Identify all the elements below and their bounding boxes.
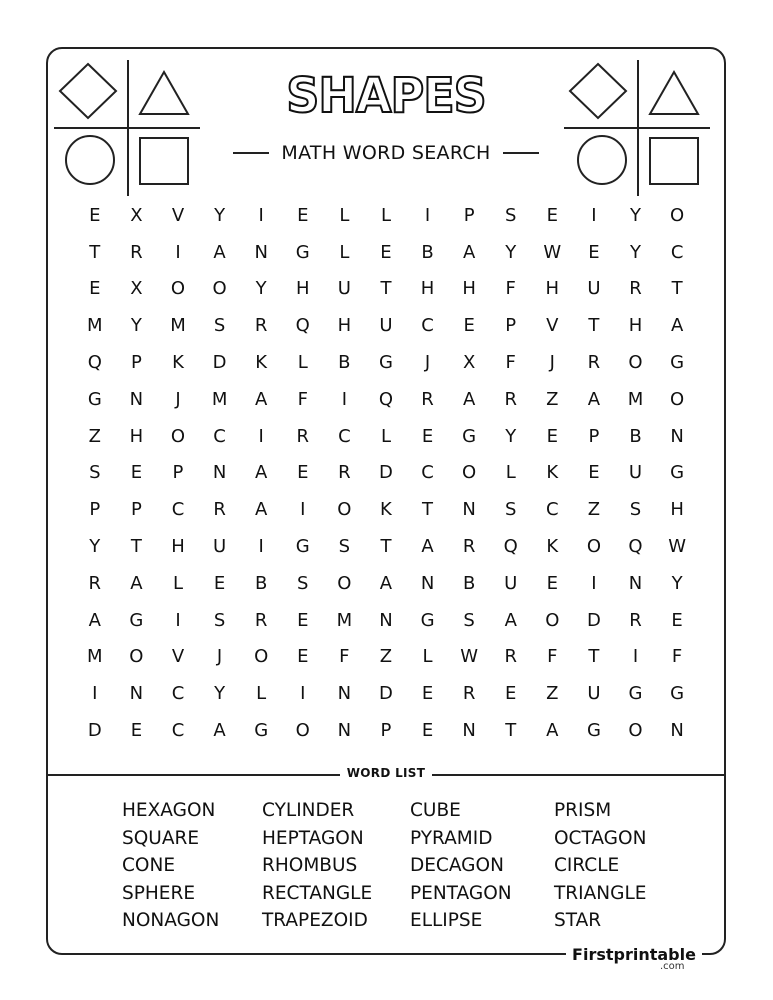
grid-letter[interactable]: N <box>337 720 352 742</box>
grid-letter[interactable]: A <box>421 536 434 558</box>
grid-letter[interactable]: A <box>255 499 268 521</box>
grid-letter[interactable]: T <box>380 536 392 558</box>
grid-letter[interactable]: Y <box>214 683 226 705</box>
grid-letter[interactable]: R <box>254 315 268 337</box>
grid-letter[interactable]: A <box>504 609 517 631</box>
grid-letter[interactable]: E <box>546 204 559 226</box>
grid-letter[interactable]: X <box>130 204 143 226</box>
grid-letter[interactable]: E <box>213 572 226 594</box>
grid-letter[interactable]: F <box>297 388 308 410</box>
grid-letter[interactable]: K <box>380 499 392 521</box>
grid-letter[interactable]: J <box>216 646 223 668</box>
grid-letter[interactable]: O <box>295 720 310 742</box>
grid-letter[interactable]: A <box>462 388 476 410</box>
triangle-icon <box>140 72 188 114</box>
grid-letter[interactable]: R <box>587 352 601 374</box>
square-icon <box>650 138 698 184</box>
grid-letter[interactable]: F <box>339 646 350 668</box>
grid-letter[interactable]: H <box>295 278 310 300</box>
grid-letter[interactable]: R <box>338 462 351 484</box>
grid-letter[interactable]: H <box>171 536 185 558</box>
grid-letter[interactable]: H <box>462 278 476 300</box>
word-list-item: CIRCLE <box>554 855 620 876</box>
grid-letter[interactable]: M <box>87 646 103 668</box>
grid-letter[interactable]: J <box>549 352 555 374</box>
grid-letter[interactable]: R <box>504 388 517 410</box>
grid-letter[interactable]: J <box>175 388 181 410</box>
grid-letter[interactable]: I <box>258 536 264 558</box>
grid-letter[interactable]: T <box>380 278 392 300</box>
word-list-item: OCTAGON <box>554 827 647 849</box>
grid-letter[interactable]: O <box>170 425 186 447</box>
grid-letter[interactable]: Q <box>503 536 518 558</box>
grid-letter[interactable]: O <box>212 278 227 300</box>
grid-letter[interactable]: R <box>421 388 434 410</box>
grid-letter[interactable]: A <box>255 462 268 484</box>
grid-letter[interactable]: X <box>130 278 143 300</box>
grid-letter[interactable]: T <box>588 315 600 337</box>
grid-letter[interactable]: S <box>89 462 101 484</box>
grid-letter[interactable]: E <box>380 241 392 263</box>
word-list-item: SQUARE <box>122 827 200 849</box>
grid-letter[interactable]: P <box>588 425 600 447</box>
grid-letter[interactable]: Y <box>630 204 642 226</box>
grid-letter[interactable]: S <box>213 315 226 337</box>
grid-letter[interactable]: V <box>171 646 185 668</box>
grid-letter[interactable]: S <box>338 536 351 558</box>
grid-letter[interactable]: A <box>379 572 393 594</box>
grid-letter[interactable]: G <box>462 425 477 447</box>
grid-row <box>74 602 698 639</box>
grid-letter[interactable]: C <box>171 683 185 705</box>
grid-letter[interactable]: R <box>296 425 310 447</box>
grid-letter[interactable]: Y <box>130 315 142 337</box>
grid-letter[interactable]: O <box>545 609 560 631</box>
grid-letter[interactable]: S <box>629 499 642 521</box>
grid-letter[interactable]: O <box>337 572 352 594</box>
page-title: SHAPES <box>286 66 486 124</box>
grid-row <box>74 344 698 381</box>
grid-letter[interactable]: K <box>172 352 184 374</box>
grid-letter[interactable]: E <box>297 204 309 226</box>
grid-letter[interactable]: Y <box>630 241 642 263</box>
grid-letter[interactable]: B <box>462 572 476 594</box>
letter-grid <box>74 197 698 747</box>
grid-letter[interactable]: Z <box>546 683 559 705</box>
grid-letter[interactable]: E <box>89 204 101 226</box>
grid-row <box>74 307 698 344</box>
grid-letter[interactable]: O <box>670 388 685 410</box>
grid-letter[interactable]: E <box>421 720 434 742</box>
grid-letter[interactable]: O <box>129 646 144 668</box>
brand-logo: Firstprintable <box>566 945 702 964</box>
grid-letter[interactable]: G <box>420 609 435 631</box>
grid-letter[interactable]: L <box>339 241 350 263</box>
word-list-label: WORD LIST <box>346 766 426 780</box>
grid-letter[interactable]: K <box>546 462 559 484</box>
grid-letter[interactable]: C <box>421 462 434 484</box>
square-icon <box>140 138 188 184</box>
grid-letter[interactable]: N <box>628 572 643 594</box>
subtitle-line-right <box>503 152 539 154</box>
shapes-decoration-left <box>52 58 202 198</box>
grid-letter[interactable]: N <box>212 462 227 484</box>
grid-letter[interactable]: R <box>462 683 476 705</box>
grid-letter[interactable]: O <box>670 204 685 226</box>
grid-letter[interactable]: G <box>378 352 393 374</box>
grid-letter[interactable]: E <box>588 241 600 263</box>
grid-letter[interactable]: U <box>504 572 518 594</box>
grid-row <box>74 234 698 271</box>
diamond-icon <box>570 64 626 118</box>
grid-letter[interactable]: R <box>88 572 102 594</box>
grid-letter[interactable]: E <box>546 572 559 594</box>
grid-letter[interactable]: L <box>339 204 350 226</box>
grid-letter[interactable]: O <box>254 646 269 668</box>
grid-letter[interactable]: I <box>341 388 348 410</box>
grid-letter[interactable]: R <box>213 499 226 521</box>
page-subtitle: MATH WORD SEARCH <box>281 142 491 164</box>
grid-letter[interactable]: C <box>421 315 434 337</box>
grid-letter[interactable]: O <box>337 499 352 521</box>
grid-letter[interactable]: T <box>89 241 101 263</box>
grid-letter[interactable]: Y <box>89 536 101 558</box>
grid-letter[interactable]: F <box>671 646 683 668</box>
grid-letter[interactable]: L <box>380 425 391 447</box>
grid-letter[interactable]: I <box>258 425 264 447</box>
grid-letter[interactable]: T <box>130 536 142 558</box>
grid-letter[interactable]: Y <box>671 572 683 594</box>
grid-letter[interactable]: Y <box>255 278 267 300</box>
grid-letter[interactable]: E <box>463 315 475 337</box>
grid-letter[interactable]: E <box>588 462 600 484</box>
grid-letter[interactable]: Z <box>587 499 601 521</box>
word-list-item: PENTAGON <box>410 882 512 904</box>
grid-letter[interactable]: E <box>89 278 101 300</box>
grid-letter[interactable]: O <box>586 536 601 558</box>
grid-letter[interactable]: R <box>254 609 268 631</box>
grid-letter[interactable]: A <box>255 388 268 410</box>
grid-letter[interactable]: N <box>670 720 684 742</box>
grid-letter[interactable]: E <box>297 646 309 668</box>
grid-letter[interactable]: I <box>175 241 181 263</box>
word-list-item: NONAGON <box>122 910 220 931</box>
grid-letter[interactable]: A <box>213 720 226 742</box>
grid-letter[interactable]: R <box>504 646 517 668</box>
grid-letter[interactable]: X <box>462 352 476 374</box>
word-list-item: PRISM <box>554 800 612 821</box>
grid-letter[interactable]: I <box>632 646 639 668</box>
grid-row <box>74 197 698 234</box>
grid-letter[interactable]: K <box>255 352 268 374</box>
grid-letter[interactable]: K <box>546 536 559 558</box>
grid-letter[interactable]: H <box>337 315 352 337</box>
grid-letter[interactable]: H <box>545 278 560 300</box>
grid-letter[interactable]: L <box>505 462 516 484</box>
grid-letter[interactable]: N <box>129 388 144 410</box>
word-list-column <box>410 797 512 935</box>
grid-letter[interactable]: S <box>213 609 226 631</box>
grid-letter[interactable]: N <box>462 499 476 521</box>
grid-letter[interactable]: D <box>212 352 227 374</box>
grid-letter[interactable]: E <box>421 425 434 447</box>
grid-letter[interactable]: H <box>129 425 144 447</box>
word-list-item: CONE <box>122 855 176 876</box>
grid-letter[interactable]: U <box>628 462 643 484</box>
grid-letter[interactable]: I <box>175 609 181 631</box>
grid-letter[interactable]: A <box>462 241 476 263</box>
grid-letter[interactable]: O <box>462 462 477 484</box>
grid-letter[interactable]: P <box>172 462 184 484</box>
grid-letter[interactable]: P <box>380 720 392 742</box>
grid-letter[interactable]: C <box>213 425 226 447</box>
word-list-column <box>262 797 372 935</box>
grid-letter[interactable]: E <box>297 609 309 631</box>
grid-letter[interactable]: H <box>420 278 435 300</box>
grid-letter[interactable]: P <box>505 315 517 337</box>
grid-letter[interactable]: H <box>628 315 643 337</box>
grid-letter[interactable]: M <box>87 315 103 337</box>
grid-letter[interactable]: T <box>505 720 517 742</box>
word-list-item: PYRAMID <box>410 827 493 849</box>
grid-letter[interactable]: S <box>505 499 517 521</box>
grid-letter[interactable]: Q <box>295 315 310 337</box>
word-list-divider-left <box>46 774 340 776</box>
grid-row <box>74 491 698 528</box>
grid-letter[interactable]: M <box>627 388 644 410</box>
grid-letter[interactable]: Q <box>378 388 394 410</box>
grid-letter[interactable]: G <box>129 609 144 631</box>
grid-letter[interactable]: E <box>671 609 683 631</box>
grid-row <box>74 528 698 565</box>
grid-letter[interactable]: E <box>297 462 309 484</box>
grid-letter[interactable]: Z <box>546 388 559 410</box>
grid-letter[interactable]: A <box>670 315 684 337</box>
grid-letter[interactable]: Q <box>628 536 643 558</box>
grid-letter[interactable]: D <box>379 683 393 705</box>
grid-letter[interactable]: D <box>87 720 102 742</box>
word-list-item: TRIANGLE <box>554 882 647 904</box>
grid-letter[interactable]: I <box>300 683 306 705</box>
grid-letter[interactable]: G <box>628 683 643 705</box>
grid-letter[interactable]: C <box>546 499 559 521</box>
grid-row <box>74 418 698 455</box>
shapes-decoration-right <box>562 58 712 198</box>
grid-row <box>74 675 698 712</box>
grid-letter[interactable]: C <box>338 425 351 447</box>
grid-letter[interactable]: V <box>546 315 559 337</box>
grid-letter[interactable]: Y <box>214 204 226 226</box>
grid-letter[interactable]: C <box>171 499 185 521</box>
subtitle-row <box>218 140 554 166</box>
grid-letter[interactable]: R <box>462 536 476 558</box>
word-list-item: STAR <box>554 910 602 931</box>
word-list-item: ELLIPSE <box>410 910 483 931</box>
grid-letter[interactable]: I <box>591 204 597 226</box>
grid-letter[interactable]: B <box>629 425 642 447</box>
grid-letter[interactable]: G <box>670 352 685 374</box>
word-list-item: RHOMBUS <box>262 855 358 876</box>
grid-letter[interactable]: G <box>670 462 685 484</box>
grid-letter[interactable]: T <box>422 499 434 521</box>
word-list-column <box>554 797 646 935</box>
grid-letter[interactable]: O <box>628 352 643 374</box>
grid-letter[interactable]: B <box>421 241 434 263</box>
grid-letter[interactable]: R <box>629 609 642 631</box>
word-list-divider-right <box>432 774 726 776</box>
grid-letter[interactable]: U <box>587 683 601 705</box>
grid-letter[interactable]: E <box>130 462 143 484</box>
triangle-icon <box>650 72 698 114</box>
grid-letter[interactable]: G <box>586 720 601 742</box>
grid-letter[interactable]: Y <box>505 425 517 447</box>
word-list-item: CUBE <box>410 800 461 821</box>
grid-letter[interactable]: S <box>505 204 517 226</box>
subtitle-line-left <box>233 152 269 154</box>
grid-letter[interactable]: G <box>87 388 102 410</box>
grid-letter[interactable]: G <box>254 720 269 742</box>
grid-letter[interactable]: P <box>130 499 142 521</box>
grid-letter[interactable]: U <box>587 278 601 300</box>
grid-letter[interactable]: U <box>337 278 351 300</box>
grid-row <box>74 639 698 676</box>
grid-letter[interactable]: A <box>213 241 226 263</box>
grid-letter[interactable]: G <box>295 241 310 263</box>
grid-letter[interactable]: S <box>463 609 475 631</box>
word-list-item: SPHERE <box>122 882 196 904</box>
grid-letter[interactable]: D <box>379 462 393 484</box>
grid-letter[interactable]: I <box>300 499 306 521</box>
grid-letter[interactable]: N <box>420 572 435 594</box>
grid-letter[interactable]: E <box>505 683 517 705</box>
grid-row <box>74 455 698 492</box>
grid-letter[interactable]: N <box>129 683 144 705</box>
diamond-icon <box>60 64 116 118</box>
word-list-item: DECAGON <box>410 855 504 876</box>
grid-letter[interactable]: E <box>546 425 559 447</box>
grid-letter[interactable]: P <box>130 352 142 374</box>
grid-letter[interactable]: L <box>256 683 267 705</box>
grid-letter[interactable]: E <box>130 720 143 742</box>
word-list-item: TRAPEZOID <box>262 910 368 931</box>
grid-letter[interactable]: T <box>588 646 600 668</box>
grid-letter[interactable]: P <box>463 204 475 226</box>
grid-letter[interactable]: F <box>505 352 516 374</box>
word-list-item: HEPTAGON <box>262 827 364 849</box>
grid-letter[interactable]: T <box>671 278 683 300</box>
word-list-item: HEXAGON <box>122 800 216 821</box>
grid-letter[interactable]: W <box>543 241 562 263</box>
grid-row <box>74 271 698 308</box>
grid-letter[interactable]: M <box>336 609 353 631</box>
grid-letter[interactable]: L <box>380 204 391 226</box>
grid-letter[interactable]: A <box>130 572 143 594</box>
grid-letter[interactable]: I <box>92 683 98 705</box>
grid-letter[interactable]: Y <box>505 241 517 263</box>
grid-letter[interactable]: U <box>379 315 393 337</box>
grid-letter[interactable]: U <box>212 536 227 558</box>
grid-letter[interactable]: O <box>628 720 643 742</box>
grid-letter[interactable]: N <box>337 683 352 705</box>
grid-letter[interactable]: M <box>170 315 186 337</box>
brand-suffix: .com <box>660 961 685 972</box>
grid-letter[interactable]: A <box>587 388 601 410</box>
grid-letter[interactable]: Q <box>87 352 102 374</box>
grid-letter[interactable]: Z <box>88 425 101 447</box>
grid-letter[interactable]: C <box>171 720 185 742</box>
grid-letter[interactable]: G <box>670 683 685 705</box>
grid-letter[interactable]: W <box>668 536 687 558</box>
circle-icon <box>66 136 114 184</box>
grid-letter[interactable]: L <box>172 572 183 594</box>
grid-letter[interactable]: H <box>670 499 684 521</box>
grid-letter[interactable]: E <box>421 683 434 705</box>
grid-letter[interactable]: N <box>462 720 476 742</box>
grid-letter[interactable]: G <box>295 536 310 558</box>
grid-letter[interactable]: B <box>338 352 351 374</box>
grid-row <box>74 565 698 602</box>
grid-letter[interactable]: N <box>379 609 393 631</box>
grid-letter[interactable]: L <box>297 352 308 374</box>
grid-row <box>74 712 698 749</box>
grid-letter[interactable]: I <box>591 572 597 594</box>
grid-letter[interactable]: O <box>170 278 186 300</box>
word-list-item: RECTANGLE <box>262 882 373 904</box>
grid-letter[interactable]: F <box>505 278 516 300</box>
grid-letter[interactable]: V <box>171 204 185 226</box>
grid-letter[interactable]: S <box>297 572 309 594</box>
grid-letter[interactable]: C <box>670 241 684 263</box>
grid-letter[interactable]: L <box>422 646 433 668</box>
grid-letter[interactable]: M <box>211 388 228 410</box>
grid-letter[interactable]: J <box>424 352 431 374</box>
grid-letter[interactable]: N <box>670 425 684 447</box>
circle-icon <box>578 136 626 184</box>
grid-letter[interactable]: I <box>424 204 431 226</box>
grid-letter[interactable]: N <box>254 241 268 263</box>
word-list-item: CYLINDER <box>262 800 355 821</box>
grid-letter[interactable]: D <box>586 609 601 631</box>
grid-letter[interactable]: B <box>254 572 268 594</box>
grid-letter[interactable]: Z <box>379 646 393 668</box>
grid-letter[interactable]: P <box>89 499 101 521</box>
grid-letter[interactable]: A <box>546 720 559 742</box>
grid-letter[interactable]: R <box>629 278 642 300</box>
word-list-column <box>122 797 219 935</box>
grid-row <box>74 381 698 418</box>
grid-letter[interactable]: W <box>460 646 479 668</box>
grid-letter[interactable]: A <box>88 609 101 631</box>
grid-letter[interactable]: I <box>258 204 264 226</box>
grid-letter[interactable]: R <box>130 241 143 263</box>
grid-letter[interactable]: F <box>547 646 558 668</box>
